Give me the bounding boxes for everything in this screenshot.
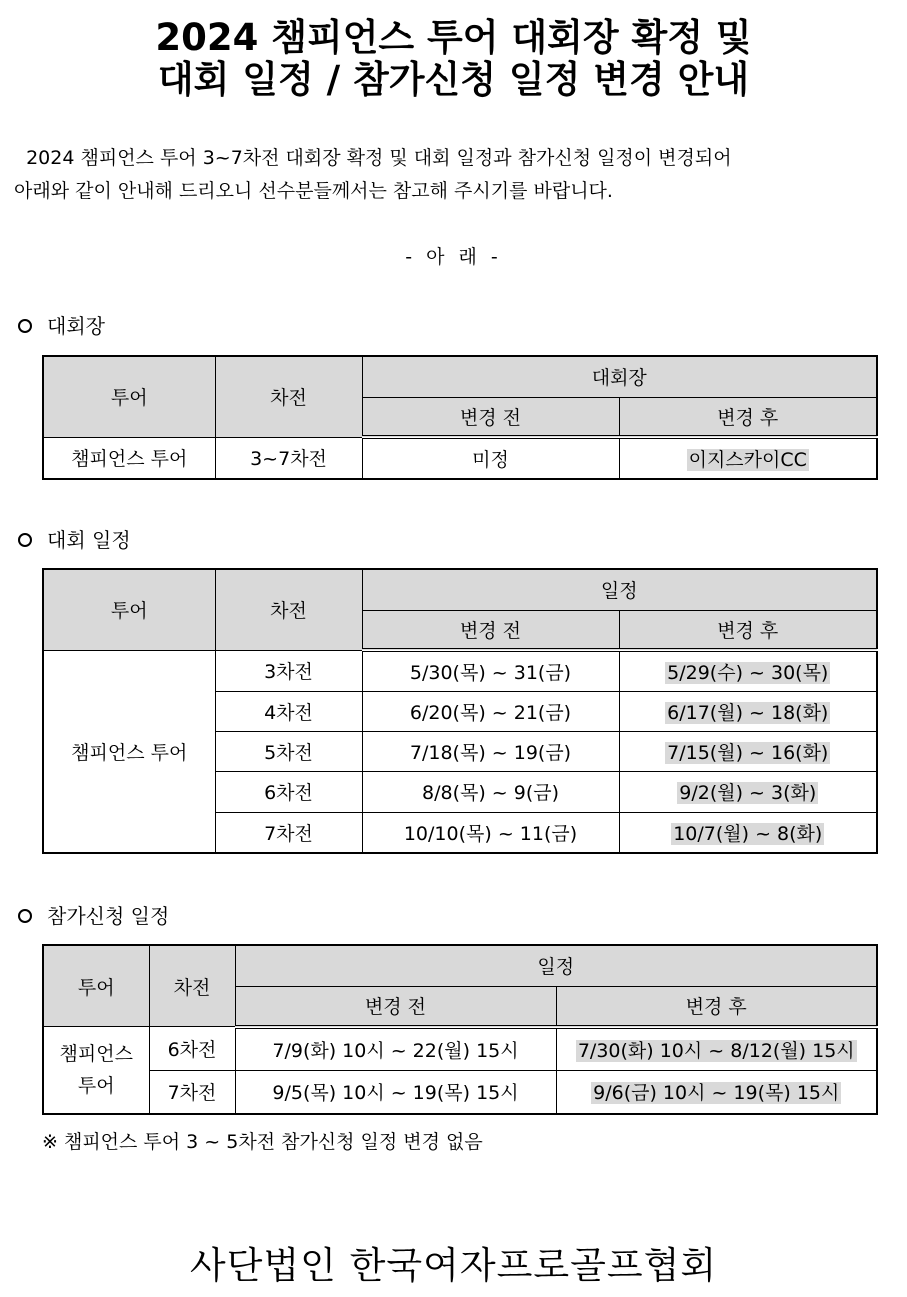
schedule-cell-round: 6차전: [215, 771, 362, 812]
intro-line1: [14, 142, 894, 175]
registration-table: [42, 944, 878, 1115]
registration-cell-after: [556, 1027, 877, 1071]
venue-header-round: 차전: [215, 356, 362, 437]
registration-cell-tour: [43, 1027, 149, 1114]
venue-header-before: 변경 전: [362, 397, 619, 437]
footer-organization: 사단법인 한국여자프로골프협회: [189, 1244, 718, 1287]
circle-bullet-icon: [18, 533, 32, 547]
schedule-after-value: 6/17(월) ~ 18(화): [667, 701, 829, 724]
registration-cell-round: 7차전: [149, 1070, 235, 1114]
schedule-cell-round: 4차전: [215, 691, 362, 731]
table-row: [43, 1027, 877, 1071]
circle-bullet-icon: [18, 319, 32, 333]
schedule-cell-before: 6/20(목) ~ 21(금): [362, 691, 619, 731]
venue-cell-after: [619, 437, 877, 479]
registration-header-tour: 투어: [43, 945, 149, 1027]
venue-table: [42, 355, 878, 480]
page-title-line2: 대회 일정 / 참가신청 일정 변경 안내: [157, 58, 750, 101]
schedule-header-before: 변경 전: [362, 610, 619, 650]
section-registration-title: 참가신청 일정: [47, 904, 170, 928]
registration-header-group: 일정: [235, 945, 877, 986]
registration-header-round: 차전: [149, 945, 235, 1027]
table-row: [43, 1070, 877, 1114]
registration-tour-line2: 투어: [77, 1075, 115, 1098]
schedule-after-value: 7/15(월) ~ 16(화): [667, 741, 829, 764]
schedule-after-value: 10/7(월) ~ 8(화): [673, 822, 823, 845]
schedule-cell-before: 8/8(목) ~ 9(금): [362, 771, 619, 812]
registration-cell-round: 6차전: [149, 1027, 235, 1071]
venue-header-tour: 투어: [43, 356, 215, 437]
schedule-header-tour: 투어: [43, 569, 215, 650]
schedule-cell-round: 7차전: [215, 812, 362, 853]
section-schedule-title: 대회 일정: [47, 528, 131, 552]
registration-cell-before: 9/5(목) 10시 ~ 19(목) 15시: [235, 1070, 556, 1114]
schedule-header-after: 변경 후: [619, 610, 877, 650]
note-text: ※ 챔피언스 투어 3 ~ 5차전 참가신청 일정 변경 없음: [42, 1131, 483, 1153]
schedule-cell-after: [619, 731, 877, 771]
schedule-cell-after: [619, 650, 877, 691]
schedule-cell-before: 5/30(목) ~ 31(금): [362, 650, 619, 691]
section-venue-heading: [18, 312, 105, 340]
schedule-cell-before: 7/18(목) ~ 19(금): [362, 731, 619, 771]
schedule-table: [42, 568, 878, 854]
section-registration-heading: [18, 902, 169, 930]
schedule-header-group: 일정: [362, 569, 877, 610]
schedule-cell-after: [619, 691, 877, 731]
venue-after-value: 이지스카이CC: [688, 449, 807, 471]
venue-cell-round: 3~7차전: [215, 437, 362, 479]
schedule-cell-after: [619, 812, 877, 853]
section-venue-title: 대회장: [47, 314, 105, 338]
schedule-cell-before: 10/10(목) ~ 11(금): [362, 812, 619, 853]
intro-text1: 2024 챔피언스 투어 3~7차전 대회장 확정 및 대회 일정과 참가신청 일정이 변경되어: [26, 147, 732, 169]
schedule-cell-tour: 챔피언스 투어: [43, 650, 215, 853]
intro-line2: 아래와 같이 안내해 드리오니 선수분들께서는 참고해 주시기를 바랍니다.: [14, 180, 613, 202]
section-schedule-heading: [18, 526, 131, 554]
registration-tour-line1: 챔피언스: [59, 1043, 133, 1066]
schedule-after-value: 5/29(수) ~ 30(목): [667, 661, 829, 684]
venue-cell-tour: 챔피언스 투어: [43, 437, 215, 479]
table-row: [43, 437, 877, 479]
venue-header-after: 변경 후: [619, 397, 877, 437]
schedule-header-round: 차전: [215, 569, 362, 650]
registration-header-after: 변경 후: [556, 986, 877, 1026]
circle-bullet-icon: [18, 909, 32, 923]
venue-cell-before: 미정: [362, 437, 619, 479]
table-row: [43, 650, 877, 691]
registration-header-before: 변경 전: [235, 986, 556, 1026]
registration-cell-before: 7/9(화) 10시 ~ 22(월) 15시: [235, 1027, 556, 1071]
page-title-line1: 2024 챔피언스 투어 대회장 확정 및: [155, 16, 752, 59]
schedule-cell-round: 5차전: [215, 731, 362, 771]
registration-after-value: 9/6(금) 10시 ~ 19(목) 15시: [593, 1082, 840, 1105]
schedule-after-value: 9/2(월) ~ 3(화): [679, 782, 817, 804]
registration-cell-after: [556, 1070, 877, 1114]
registration-after-value: 7/30(화) 10시 ~ 8/12(월) 15시: [577, 1039, 855, 1062]
venue-header-group: 대회장: [362, 356, 877, 397]
schedule-cell-round: 3차전: [215, 650, 362, 691]
below-label: - 아 래 -: [405, 246, 502, 268]
schedule-cell-after: [619, 771, 877, 812]
